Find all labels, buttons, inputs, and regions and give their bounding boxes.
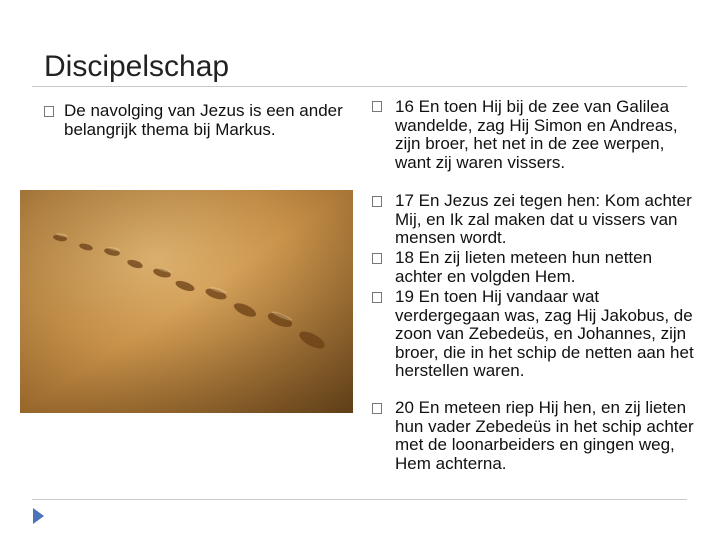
verse-16: 16 En toen Hij bij de zee van Galilea wandelde, zag Hij Simon en Andreas, zijn broer, het net in de zee werpen, want zij waren vissers.	[395, 97, 678, 172]
next-arrow-icon[interactable]	[33, 508, 44, 524]
verse-18: 18 En zij lieten meteen hun netten achter en volgden Hem.	[395, 248, 653, 286]
footprints-photo	[20, 190, 353, 413]
footprints-in-sand-image	[20, 190, 353, 413]
square-bullet-icon	[372, 253, 382, 264]
left-bullet-text: De navolging van Jezus is een ander belangrijk thema bij Markus.	[64, 101, 343, 139]
square-bullet-icon	[44, 106, 54, 117]
title-divider	[32, 86, 687, 87]
square-bullet-icon	[372, 292, 382, 303]
square-bullet-icon	[372, 196, 382, 207]
square-bullet-icon	[372, 403, 382, 414]
slide-title: Discipelschap	[44, 50, 230, 83]
verse-17: 17 En Jezus zei tegen hen: Kom achter Mij, en Ik zal maken dat u vissers van mensen wordt.	[395, 191, 692, 248]
verse-20: 20 En meteen riep Hij hen, en zij lieten hun vader Zebedeüs in het schip achter met de loonarbeiders en gingen weg, Hem achterna.	[395, 398, 694, 473]
square-bullet-icon	[372, 101, 382, 112]
footer-divider	[32, 499, 687, 500]
verse-19: 19 En toen Hij vandaar wat verdergegaan was, zag Hij Jakobus, de zoon van Zebedeüs, en Johannes, zijn broer, die in het schip de netten aan het herstellen waren.	[395, 287, 694, 381]
